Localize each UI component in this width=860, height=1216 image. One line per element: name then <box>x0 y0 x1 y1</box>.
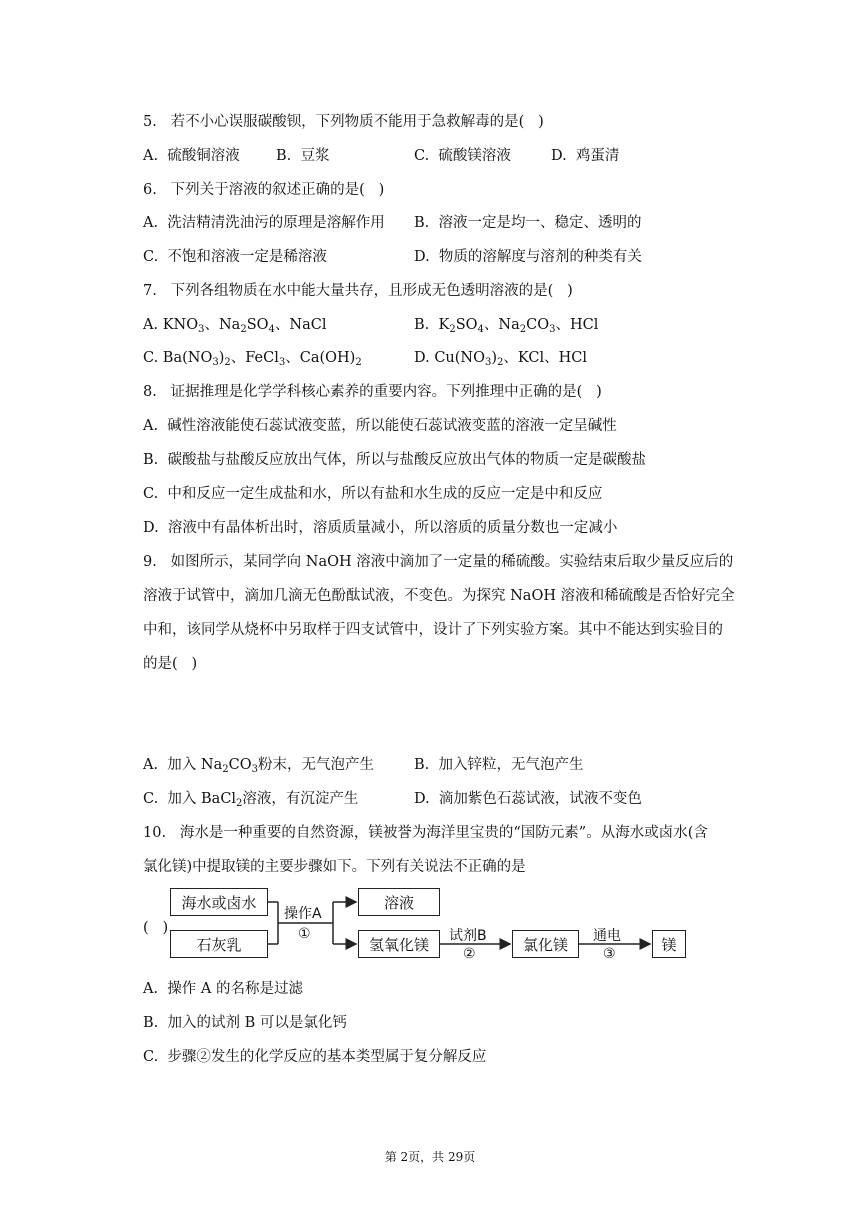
q8-stem: 8. 证据推理是化学学科核心素养的重要内容。下列推理中正确的是( ) <box>143 384 602 400</box>
q9-option-b: B. 加入锌粒，无气泡产生 <box>414 757 584 773</box>
flow-label-electrolysis: 通电 <box>593 928 621 944</box>
flow-label-step-1: ① <box>298 926 311 942</box>
q10-stem-line-1: 10. 海水是一种重要的自然资源，镁被誉为海洋里宝贵的“国防元素”。从海水或卤水(含 <box>143 825 708 841</box>
q6-option-a: A. 洗洁精清洗油污的原理是溶解作用 <box>143 215 385 231</box>
q8-option-b: B. 碳酸盐与盐酸反应放出气体，所以与盐酸反应放出气体的物质一定是碳酸盐 <box>143 452 646 468</box>
q9-option-c: C. 加入 BaCl$_2$溶液，有沉淀产生 <box>143 791 359 809</box>
q7-option-b: B. $K_2SO_4$、$Na_2CO_3$、HCl <box>414 317 599 335</box>
q5-stem: 5. 若不小心误服碳酸钡，下列物质不能用于急救解毒的是( ) <box>143 114 544 130</box>
flow-box-lime-milk: 石灰乳 <box>170 930 268 958</box>
q6-option-d: D. 物质的溶解度与溶剂的种类有关 <box>414 249 642 265</box>
q10-answer-bracket: ( ) <box>143 920 169 936</box>
flow-label-step-3: ③ <box>603 946 616 962</box>
flow-box-magnesium-hydroxide: 氢氧化镁 <box>358 930 440 958</box>
q7-stem: 7. 下列各组物质在水中能大量共存，且形成无色透明溶液的是( ) <box>143 283 573 299</box>
q9-option-d: D. 滴加紫色石蕊试液，试液不变色 <box>414 791 642 807</box>
flow-label-step-2: ② <box>463 946 476 962</box>
q9-stem-line-2: 溶液于试管中，滴加几滴无色酚酞试液，不变色。为探究 NaOH 溶液和稀硫酸是否恰好完全 <box>143 588 735 604</box>
q8-option-d: D. 溶液中有晶体析出时，溶质质量减小，所以溶质的质量分数也一定减小 <box>143 520 618 536</box>
q6-option-c: C. 不饱和溶液一定是稀溶液 <box>143 249 327 265</box>
q5-option-d: D. 鸡蛋清 <box>551 148 620 164</box>
flow-label-reagent-b: 试剂B <box>449 928 487 944</box>
q10-stem-line-2: 氯化镁)中提取镁的主要步骤如下。下列有关说法不正确的是 <box>143 859 526 875</box>
q7-option-c: C. $Ba(NO_3)_2$、FeCl$_3$、$Ca(OH)_2$ <box>143 350 362 368</box>
q10-option-c: C. 步骤②发生的化学反应的基本类型属于复分解反应 <box>143 1049 487 1065</box>
q8-option-a: A. 碱性溶液能使石蕊试液变蓝，所以能使石蕊试液变蓝的溶液一定呈碱性 <box>143 418 617 434</box>
q10-option-a: A. 操作 A 的名称是过滤 <box>143 981 303 997</box>
flow-box-seawater: 海水或卤水 <box>170 888 268 916</box>
flow-box-solution: 溶液 <box>358 888 440 916</box>
page-footer: 第 2页，共 29页 <box>384 1150 476 1164</box>
q5-option-a: A. 硫酸铜溶液 <box>143 148 240 164</box>
q7-option-d: D. $Cu(NO_3)_2$、KCl、HCl <box>414 350 587 368</box>
q8-option-c: C. 中和反应一定生成盐和水，所以有盐和水生成的反应一定是中和反应 <box>143 486 603 502</box>
flow-label-operation-a: 操作A <box>284 906 322 922</box>
q9-stem-line-3: 中和，该同学从烧杯中另取样于四支试管中，设计了下列实验方案。其中不能达到实验目的 <box>143 622 723 638</box>
flow-box-magnesium-chloride: 氯化镁 <box>512 930 579 958</box>
q9-option-a: A. 加入 $Na_2CO_3$粉末，无气泡产生 <box>143 757 374 775</box>
q7-option-a: A. $KNO_3$、$Na_2SO_4$、NaCl <box>143 317 327 335</box>
q9-stem-line-4: 的是( ) <box>143 656 198 672</box>
q6-stem: 6. 下列关于溶液的叙述正确的是( ) <box>143 182 385 198</box>
q9-stem-line-1: 9. 如图所示，某同学向 NaOH 溶液中滴加了一定量的稀硫酸。实验结束后取少量反应后的 <box>143 554 734 570</box>
q5-option-b: B. 豆浆 <box>276 148 330 164</box>
q10-option-b: B. 加入的试剂 B 可以是氯化钙 <box>143 1015 347 1031</box>
flow-box-magnesium: 镁 <box>652 930 686 958</box>
q6-option-b: B. 溶液一定是均一、稳定、透明的 <box>414 215 642 231</box>
q5-option-c: C. 硫酸镁溶液 <box>414 148 511 164</box>
